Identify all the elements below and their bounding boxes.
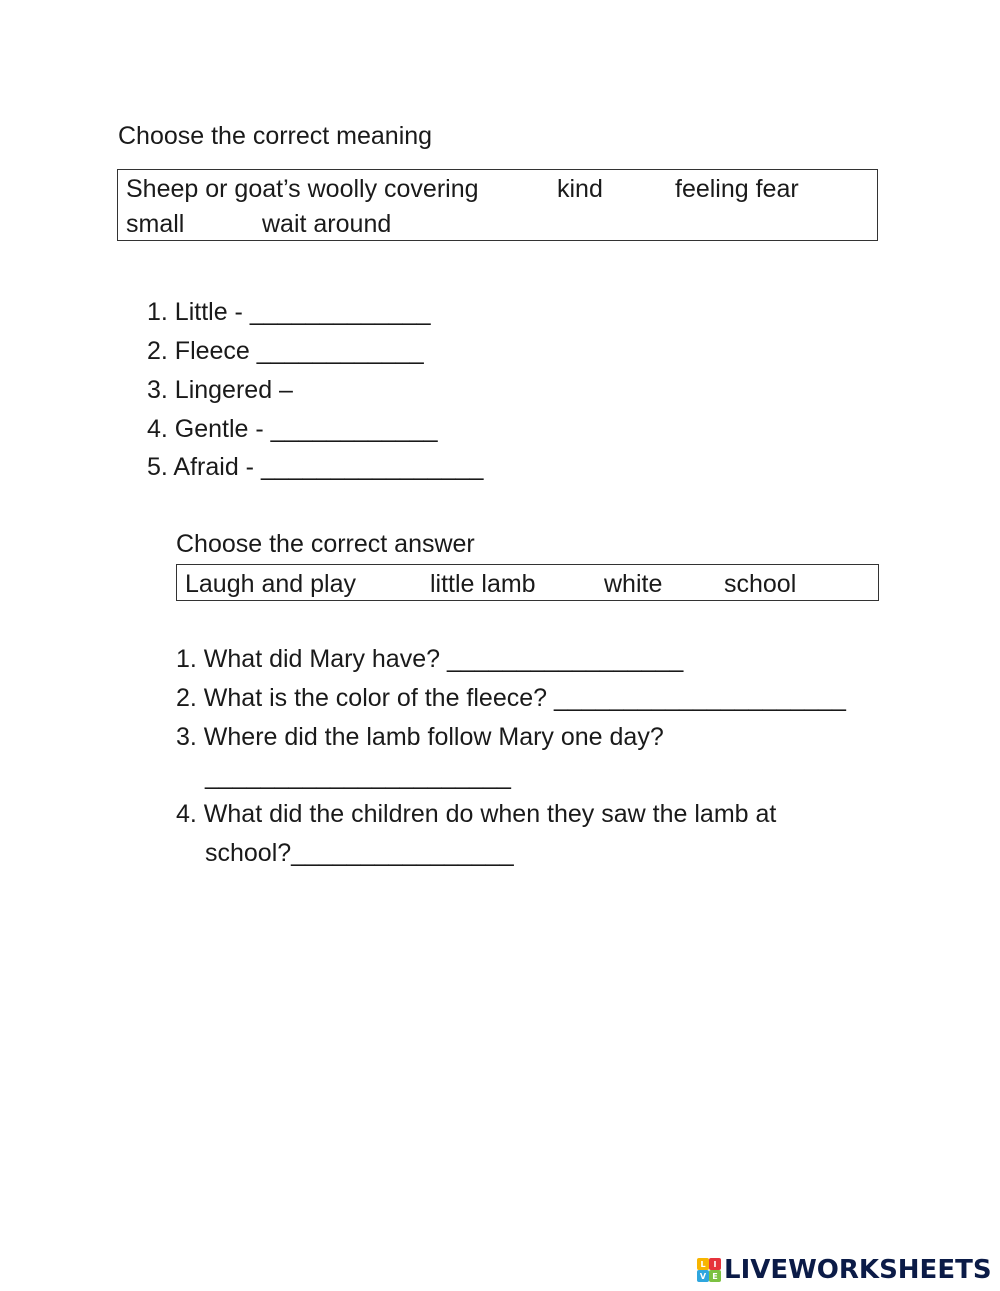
meaning-question: 1. Little - _____________ [147, 298, 431, 326]
word-bank-item: kind [557, 175, 603, 203]
meaning-question: 5. Afraid - ________________ [147, 453, 484, 481]
meaning-question: 3. Lingered – [147, 376, 293, 404]
logo-letter-block: L [697, 1258, 709, 1270]
answer-word-bank [176, 564, 879, 601]
word-bank-item: school [724, 570, 797, 598]
logo-letter-block: I [709, 1258, 721, 1270]
meaning-question: 4. Gentle - ____________ [147, 415, 438, 443]
section1-heading: Choose the correct meaning [118, 122, 433, 150]
liveworksheets-logo-icon [697, 1258, 721, 1282]
answer-blank-line: ______________________ [205, 762, 511, 790]
meaning-question: 2. Fleece ____________ [147, 337, 424, 365]
logo-letter-block: E [709, 1270, 721, 1282]
liveworksheets-logo [697, 1255, 992, 1285]
answer-question: 3. Where did the lamb follow Mary one day? [176, 723, 664, 751]
word-bank-item: Sheep or goat’s woolly covering [126, 175, 479, 203]
liveworksheets-logo-text: LIVEWORKSHEETS [724, 1255, 992, 1285]
logo-letter-block: V [697, 1270, 709, 1282]
word-bank-item: Laugh and play [185, 570, 356, 598]
section2-heading: Choose the correct answer [176, 530, 475, 558]
answer-question: 4. What did the children do when they saw the lamb at [176, 800, 777, 828]
answer-question-continuation: school?________________ [205, 839, 514, 867]
meaning-word-bank [117, 169, 878, 241]
word-bank-item: little lamb [430, 570, 536, 598]
word-bank-item: small [126, 210, 185, 238]
word-bank-item: white [604, 570, 663, 598]
word-bank-item: feeling fear [675, 175, 799, 203]
answer-question: 2. What is the color of the fleece? _____________________ [176, 684, 846, 712]
answer-question: 1. What did Mary have? _________________ [176, 645, 684, 673]
word-bank-item: wait around [262, 210, 392, 238]
